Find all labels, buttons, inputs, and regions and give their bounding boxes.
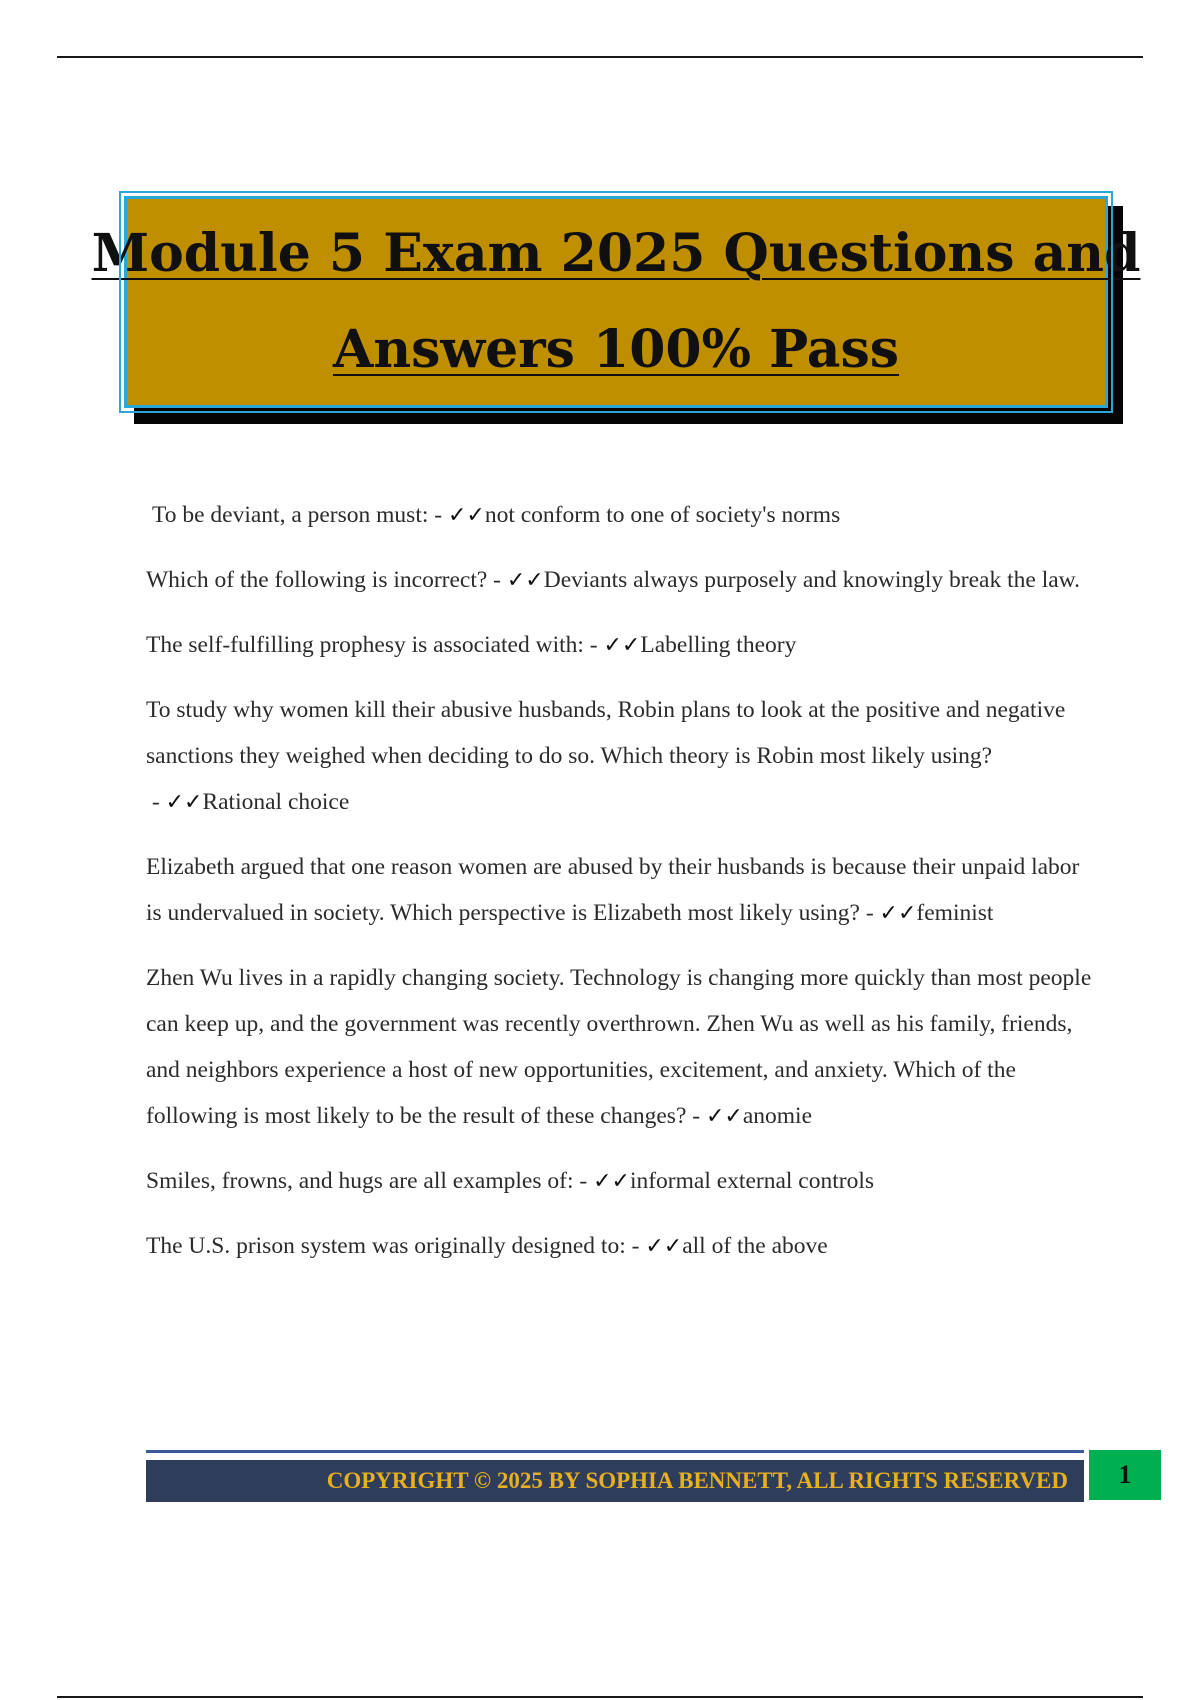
page-number: 1 [1118, 1460, 1132, 1489]
separator: - [428, 502, 448, 528]
top-rule [57, 56, 1143, 58]
qa-list [146, 492, 1096, 1288]
qa-item-3 [146, 622, 1096, 669]
qa-item-1 [146, 492, 1096, 539]
separator: - [573, 1168, 594, 1194]
question-text: Which of the following is incorrect? [146, 567, 488, 593]
check-icon: ✓✓ [645, 1234, 683, 1259]
qa-item-7 [146, 1158, 1096, 1205]
question-text: Smiles, frowns, and hugs are all examples of: [146, 1168, 574, 1194]
answer-text: all of the above [682, 1233, 828, 1259]
title-box [91, 196, 1141, 408]
answer-text: feminist [916, 900, 994, 926]
check-icon: ✓✓ [447, 503, 485, 528]
footer-bar [146, 1460, 1084, 1502]
answer-text: Rational choice [202, 789, 350, 815]
answer-text: Labelling theory [640, 632, 797, 658]
question-text: The U.S. prison system was originally designed to: [146, 1233, 626, 1259]
question-text: To study why women kill their abusive husbands, Robin plans to look at the positive and negative sanctions they weighed when deciding to do so. Which theory is Robin most likely using? [146, 697, 1066, 769]
check-icon: ✓✓ [593, 1169, 630, 1194]
question-text: To be deviant, a person must: [152, 502, 429, 528]
question-text: Zhen Wu lives in a rapidly changing society. Technology is changing more quickly than most people can keep up, and the government was recently overthrown. Zhen Wu as well as his family, friends, and neighbors experience a host of new opportunities, excitement, and anxiety. Which of the following is most likely to be the result of these changes? [146, 965, 1092, 1129]
answer-text: Deviants always purposely and knowingly break the law. [543, 567, 1080, 593]
answer-text: anomie [742, 1103, 813, 1129]
question-text: The self-fulfilling prophesy is associated with: [146, 632, 584, 658]
check-icon: ✓✓ [705, 1104, 743, 1129]
question-text: Elizabeth argued that one reason women are abused by their husbands is because their unpaid labor is undervalued in society. Which perspective is Elizabeth most likely using? [146, 854, 1080, 926]
separator: - [859, 900, 880, 926]
qa-item-2 [146, 557, 1096, 604]
copyright-text: COPYRIGHT © 2025 BY SOPHIA BENNETT, ALL RIGHTS RESERVED [326, 1468, 1068, 1493]
separator: - [487, 567, 507, 593]
qa-item-8 [146, 1223, 1096, 1270]
page-number-badge [1089, 1450, 1161, 1500]
qa-item-6 [146, 955, 1096, 1140]
separator: - [146, 789, 166, 815]
qa-item-4 [146, 687, 1096, 826]
check-icon: ✓✓ [603, 633, 641, 658]
separator: - [583, 632, 604, 658]
footer-rule [146, 1450, 1084, 1453]
check-icon: ✓✓ [506, 568, 544, 593]
title-line-1: Module 5 Exam 2025 Questions and [91, 223, 1141, 284]
answer-text: informal external controls [629, 1168, 874, 1194]
check-icon: ✓✓ [165, 790, 203, 815]
bottom-rule [57, 1696, 1143, 1698]
answer-text: not conform to one of society's norms [484, 502, 841, 528]
separator: - [686, 1103, 706, 1129]
separator: - [625, 1233, 646, 1259]
qa-item-5 [146, 844, 1096, 937]
title-line-2: Answers 100% Pass [332, 319, 900, 380]
check-icon: ✓✓ [879, 901, 917, 926]
